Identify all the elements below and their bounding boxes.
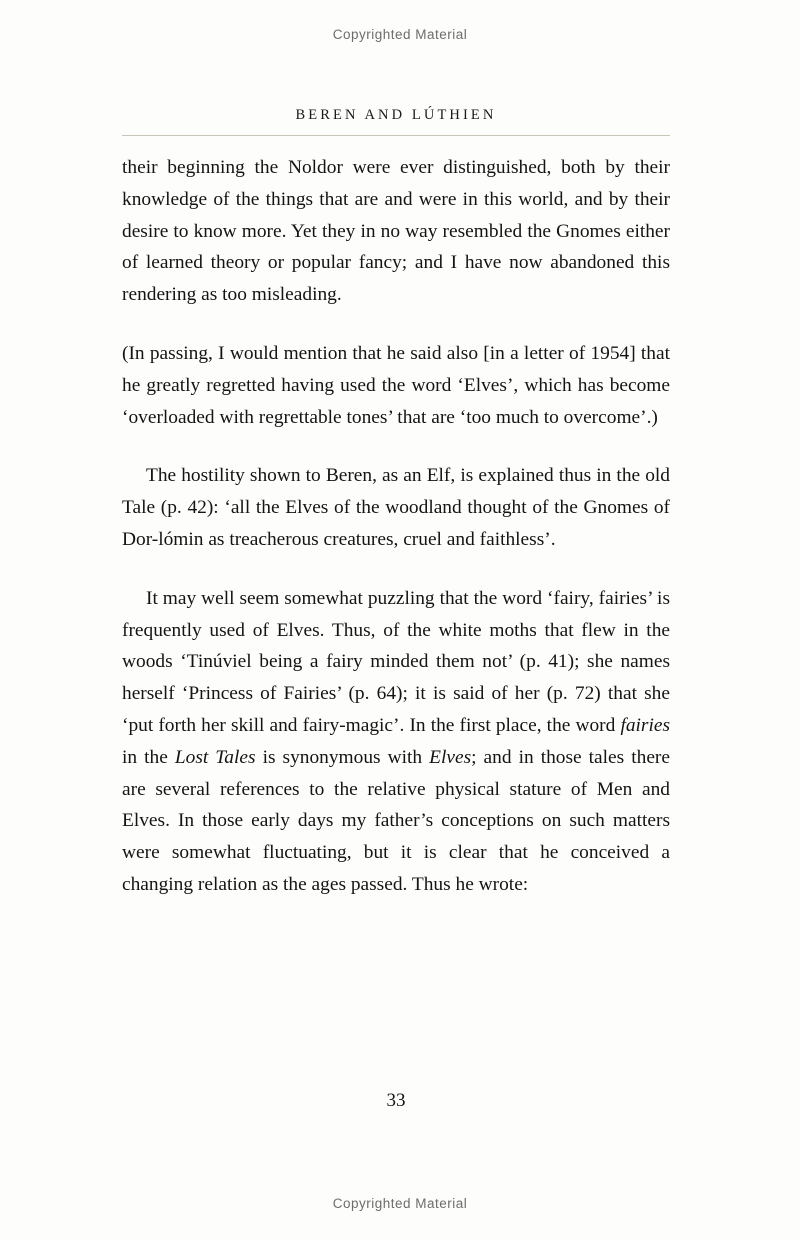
header-rule	[122, 135, 670, 136]
text-run: It may well seem somewhat puzzling that the word ‘fairy, fairies’ is frequently used of Elves. Thus, of the white moths that flew in the woods ‘Tinúviel being a fairy minded them not’ (p. 41); she names herself ‘Princess of Fairies’ (p. 64); it is said of her (p. 72) that she ‘put forth her skill and fairy-magic’. In the first place, the word	[122, 587, 670, 736]
text-run: in the	[122, 746, 175, 768]
page-number: 33	[386, 1090, 406, 1111]
italic-run: fairies	[620, 714, 670, 736]
copyright-watermark-bottom: Copyrighted Material	[332, 1196, 468, 1211]
body-text	[122, 152, 670, 901]
italic-run: Lost Tales	[174, 746, 256, 768]
paragraph: their beginning the Noldor were ever distinguished, both by their knowledge of the things that are and were in this world, and by their desire to know more. Yet they in no way resembled the Gnomes either of learned theory or popular fancy; and I have now abandoned this rendering as too misleading.	[122, 157, 670, 306]
text-run: ; and in those tales there are several references to the relative physical stature of Men and Elves. In those early days my father’s conceptions on such matters were somewhat fluctuating, but it is clear that he conceived a changing relation as the ages passed. Thus he wrote:	[122, 746, 670, 895]
paragraph: The hostility shown to Beren, as an Elf, is explained thus in the old Tale (p. 42): ‘all the Elves of the woodland thought of the Gnomes of Dor-lómin as treacherous creatures, cruel and faithless’.	[122, 465, 670, 550]
text-run: is synonymous with	[255, 746, 430, 768]
copyright-watermark-top: Copyrighted Material	[332, 27, 468, 42]
running-head: BEREN AND LÚTHIEN	[295, 107, 497, 123]
paragraph: (In passing, I would mention that he said also [in a letter of 1954] that he greatly regretted having used the word ‘Elves’, which has become ‘overloaded with regrettable tones’ that are ‘too much to overcome’.)	[122, 342, 670, 428]
italic-run: Elves	[429, 746, 472, 768]
paragraph-with-italics	[122, 583, 670, 901]
